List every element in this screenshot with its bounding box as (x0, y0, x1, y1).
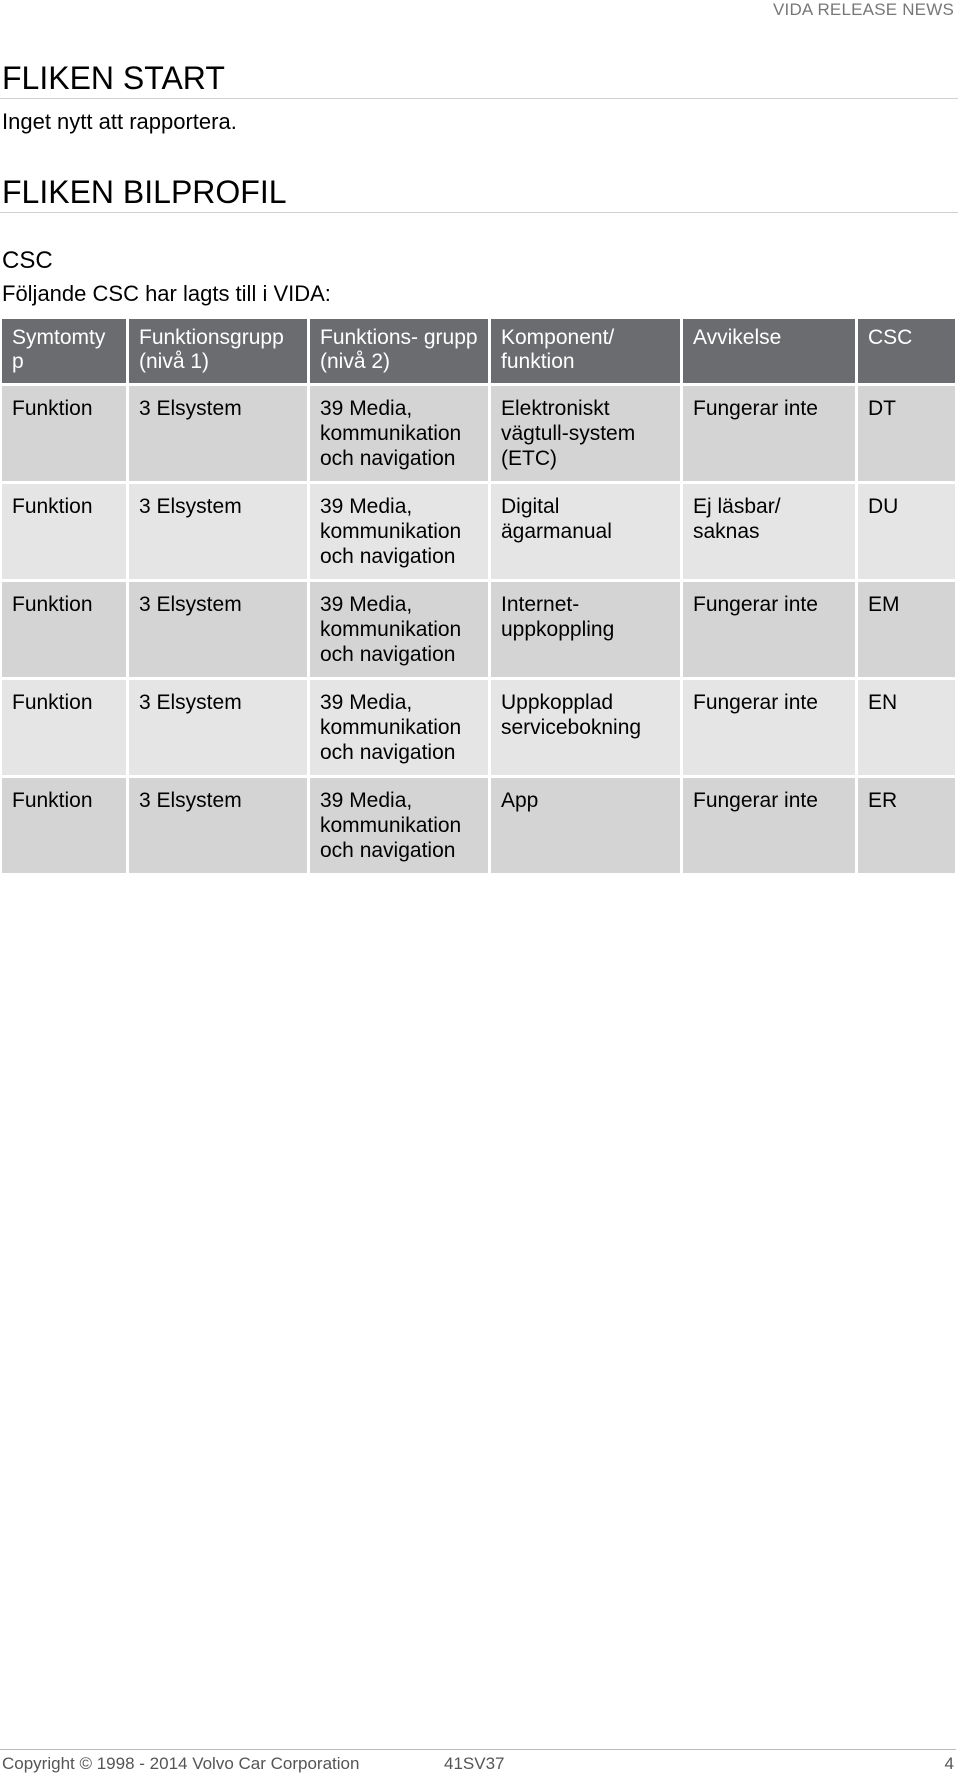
col-header-komponent: Komponent/ funktion (491, 319, 680, 383)
cell-funktionsgrupp-2: 39 Media, kommunikation och navigation (310, 582, 488, 677)
cell-csc: DU (858, 484, 955, 579)
cell-csc: EN (858, 680, 955, 775)
cell-komponent: Digital ägarmanual (491, 484, 680, 579)
cell-avvikelse: Ej läsbar/ saknas (683, 484, 855, 579)
csc-subheading: CSC (2, 247, 53, 274)
cell-avvikelse: Fungerar inte (683, 778, 855, 873)
cell-komponent: Uppkopplad servicebokning (491, 680, 680, 775)
cell-komponent: Elektroniskt vägtull-system (ETC) (491, 386, 680, 481)
footer-copyright: Copyright © 1998 - 2014 Volvo Car Corporation (2, 1754, 360, 1773)
table-row (2, 386, 955, 481)
cell-funktionsgrupp-1: 3 Elsystem (129, 386, 307, 481)
col-header-funktionsgrupp-1: Funktionsgrupp (nivå 1) (129, 319, 307, 383)
cell-avvikelse: Fungerar inte (683, 680, 855, 775)
table-header-row (2, 319, 955, 383)
table-row (2, 582, 955, 677)
start-section-heading: FLIKEN START (0, 58, 958, 99)
running-header: VIDA RELEASE NEWS (772, 0, 954, 19)
table-row (2, 484, 955, 579)
bilprofil-section-heading: FLIKEN BILPROFIL (0, 172, 958, 213)
cell-funktionsgrupp-1: 3 Elsystem (129, 582, 307, 677)
footer-page-number: 4 (944, 1754, 954, 1773)
cell-csc: DT (858, 386, 955, 481)
cell-funktionsgrupp-1: 3 Elsystem (129, 778, 307, 873)
csc-table (0, 316, 958, 876)
footer-doc-code: 41SV37 (444, 1754, 505, 1773)
cell-funktionsgrupp-2: 39 Media, kommunikation och navigation (310, 386, 488, 481)
cell-symptomtyp: Funktion (2, 386, 126, 481)
cell-csc: EM (858, 582, 955, 677)
cell-avvikelse: Fungerar inte (683, 386, 855, 481)
csc-intro-text: Följande CSC har lagts till i VIDA: (2, 281, 331, 306)
page-footer (0, 1749, 956, 1774)
cell-funktionsgrupp-2: 39 Media, kommunikation och navigation (310, 778, 488, 873)
cell-komponent: App (491, 778, 680, 873)
col-header-avvikelse: Avvikelse (683, 319, 855, 383)
cell-funktionsgrupp-1: 3 Elsystem (129, 680, 307, 775)
cell-funktionsgrupp-1: 3 Elsystem (129, 484, 307, 579)
cell-symptomtyp: Funktion (2, 778, 126, 873)
cell-avvikelse: Fungerar inte (683, 582, 855, 677)
start-section-text: Inget nytt att rapportera. (2, 109, 237, 134)
col-header-csc: CSC (858, 319, 955, 383)
cell-funktionsgrupp-2: 39 Media, kommunikation och navigation (310, 680, 488, 775)
cell-komponent: Internet- uppkoppling (491, 582, 680, 677)
table-row (2, 680, 955, 775)
cell-csc: ER (858, 778, 955, 873)
cell-symptomtyp: Funktion (2, 680, 126, 775)
cell-symptomtyp: Funktion (2, 582, 126, 677)
cell-funktionsgrupp-2: 39 Media, kommunikation och navigation (310, 484, 488, 579)
cell-symptomtyp: Funktion (2, 484, 126, 579)
col-header-symptomtyp: Symtomty p (2, 319, 126, 383)
col-header-funktionsgrupp-2: Funktions- grupp (nivå 2) (310, 319, 488, 383)
table-row (2, 778, 955, 873)
